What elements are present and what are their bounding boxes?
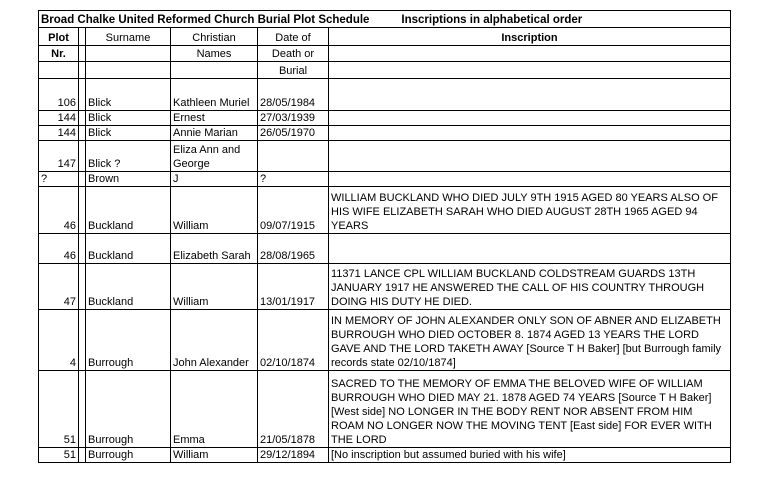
surname-cell: Blick <box>86 126 171 141</box>
inscription-cell: SACRED TO THE MEMORY OF EMMA THE BELOVED WIFE OF WILLIAM BURROUGH WHO DIED MAY 21. 1878 AGED 74 YEARS [Source T H Baker] [West side] NO LONGER IN THE BODY RENT NOR ABSENT FROM HIM ROAM NO LONGER NOW THE MOVING TENT [East side] FOR EVER WITH THE LORD <box>329 371 731 448</box>
header-surname-2 <box>86 46 171 62</box>
header-plot-1: Plot <box>39 28 79 46</box>
table-row <box>39 111 731 126</box>
christian-names-cell: J <box>171 172 258 187</box>
row-gap <box>79 111 86 126</box>
surname-cell: Blick <box>86 111 171 126</box>
inscription-cell <box>329 141 731 172</box>
surname-cell: Brown <box>86 172 171 187</box>
christian-names-cell: John Alexander <box>171 310 258 371</box>
plot-number: 46 <box>39 234 79 264</box>
table-row <box>39 187 731 234</box>
header-date-3: Burial <box>258 62 329 79</box>
header-gap <box>79 62 86 79</box>
date-cell: 28/05/1984 <box>258 79 329 111</box>
header-row-1 <box>39 28 731 46</box>
date-cell: 27/03/1939 <box>258 111 329 126</box>
row-gap <box>79 310 86 371</box>
plot-number: 51 <box>39 448 79 463</box>
row-gap <box>79 234 86 264</box>
table-row <box>39 79 731 111</box>
surname-cell: Buckland <box>86 234 171 264</box>
sheet-title <box>39 11 731 28</box>
surname-cell: Blick <box>86 79 171 111</box>
header-row-2 <box>39 46 731 62</box>
table-row <box>39 264 731 310</box>
surname-cell: Blick ? <box>86 141 171 172</box>
inscription-cell: IN MEMORY OF JOHN ALEXANDER ONLY SON OF ABNER AND ELIZABETH BURROUGH WHO DIED OCTOBER 8. 1874 AGED 13 YEARS THE LORD GAVE AND THE LORD TAKETH AWAY [Source T H Baker] [but Burrough family records state 02/10/1874] <box>329 310 731 371</box>
plot-number: 4 <box>39 310 79 371</box>
row-gap <box>79 187 86 234</box>
plot-number: 144 <box>39 111 79 126</box>
header-christian-2: Names <box>171 46 258 62</box>
inscription-cell: 11371 LANCE CPL WILLIAM BUCKLAND COLDSTREAM GUARDS 13TH JANUARY 1917 HE ANSWERED THE CALL OF HIS COUNTRY THROUGH DOING HIS DUTY HE DIED. <box>329 264 731 310</box>
christian-names-cell: Emma <box>171 371 258 448</box>
plot-number: 147 <box>39 141 79 172</box>
christian-names-cell: William <box>171 187 258 234</box>
header-date-2: Death or <box>258 46 329 62</box>
date-cell: 26/05/1970 <box>258 126 329 141</box>
christian-names-cell: William <box>171 264 258 310</box>
header-blank <box>39 62 79 79</box>
row-gap <box>79 172 86 187</box>
header-inscription-blank <box>329 46 731 62</box>
table-row <box>39 172 731 187</box>
inscription-cell <box>329 111 731 126</box>
date-cell <box>258 141 329 172</box>
table-row <box>39 126 731 141</box>
plot-number: 144 <box>39 126 79 141</box>
table-row <box>39 141 731 172</box>
inscription-cell: WILLIAM BUCKLAND WHO DIED JULY 9TH 1915 AGED 80 YEARS ALSO OF HIS WIFE ELIZABETH SARAH WHO DIED AUGUST 28TH 1965 AGED 94 YEARS <box>329 187 731 234</box>
inscription-cell: [No inscription but assumed buried with his wife] <box>329 448 731 463</box>
surname-cell: Burrough <box>86 448 171 463</box>
title-row <box>39 11 731 28</box>
table-row <box>39 310 731 371</box>
plot-number: 47 <box>39 264 79 310</box>
header-christian-1: Christian <box>171 28 258 46</box>
header-date-1: Date of <box>258 28 329 46</box>
header-surname: Surname <box>86 28 171 46</box>
header-gap <box>79 28 86 46</box>
date-cell: 21/05/1878 <box>258 371 329 448</box>
row-gap <box>79 126 86 141</box>
christian-names-cell: William <box>171 448 258 463</box>
row-gap <box>79 264 86 310</box>
table-row <box>39 448 731 463</box>
christian-names-cell: Elizabeth Sarah <box>171 234 258 264</box>
plot-number: 106 <box>39 79 79 111</box>
row-gap <box>79 79 86 111</box>
date-cell: 09/07/1915 <box>258 187 329 234</box>
row-gap <box>79 141 86 172</box>
surname-cell: Burrough <box>86 310 171 371</box>
surname-cell: Burrough <box>86 371 171 448</box>
table-row <box>39 234 731 264</box>
inscription-cell <box>329 172 731 187</box>
row-gap <box>79 448 86 463</box>
burial-plot-table <box>38 10 731 463</box>
header-gap <box>79 46 86 62</box>
surname-cell: Buckland <box>86 264 171 310</box>
burial-schedule-sheet <box>38 10 731 463</box>
title-text: Broad Chalke United Reformed Church Burial Plot Schedule <box>41 14 370 26</box>
header-blank <box>86 62 171 79</box>
inscription-cell <box>329 79 731 111</box>
header-blank <box>329 62 731 79</box>
header-blank <box>171 62 258 79</box>
christian-names-cell: Eliza Ann and George <box>171 141 258 172</box>
plot-number: ? <box>39 172 79 187</box>
date-cell: 02/10/1874 <box>258 310 329 371</box>
surname-cell: Buckland <box>86 187 171 234</box>
plot-number: 46 <box>39 187 79 234</box>
header-inscription: Inscription <box>329 28 731 46</box>
christian-names-cell: Ernest <box>171 111 258 126</box>
inscription-cell <box>329 234 731 264</box>
subtitle-text: Inscriptions in alphabetical order <box>401 14 583 26</box>
header-row-3 <box>39 62 731 79</box>
christian-names-cell: Kathleen Muriel <box>171 79 258 111</box>
plot-number: 51 <box>39 371 79 448</box>
date-cell: ? <box>258 172 329 187</box>
row-gap <box>79 371 86 448</box>
header-plot-2: Nr. <box>39 46 79 62</box>
date-cell: 29/12/1894 <box>258 448 329 463</box>
date-cell: 28/08/1965 <box>258 234 329 264</box>
christian-names-cell: Annie Marian <box>171 126 258 141</box>
inscription-cell <box>329 126 731 141</box>
table-row <box>39 371 731 448</box>
date-cell: 13/01/1917 <box>258 264 329 310</box>
